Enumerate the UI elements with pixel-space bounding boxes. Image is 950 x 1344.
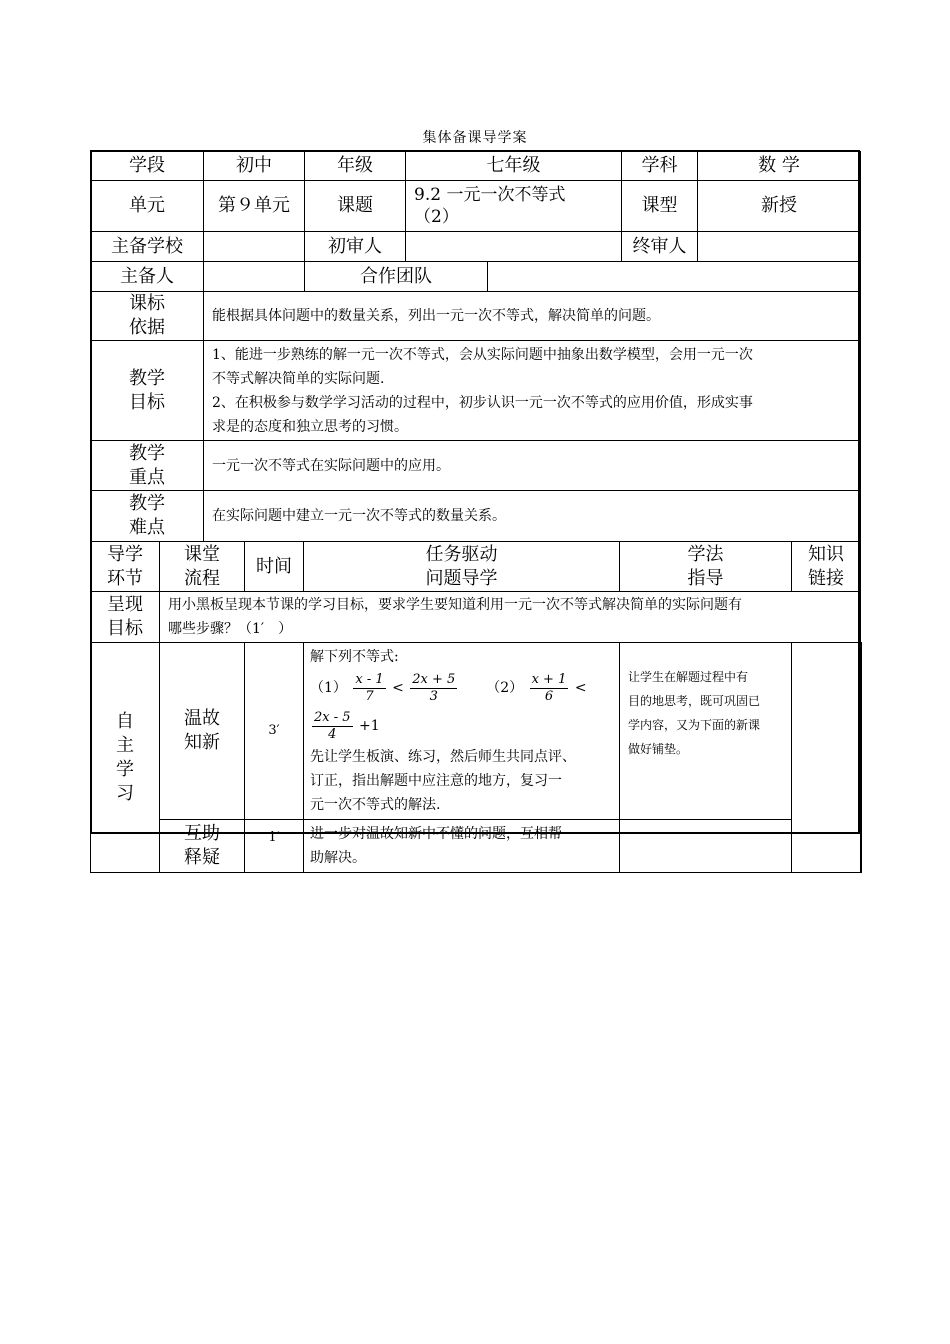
zhubeiren-value [204,262,305,292]
nandian-label-2: 难点 [129,517,165,538]
wengu-line-3: 元一次不等式的解法. [310,797,441,813]
mubiao-label-1: 教学 [129,367,165,389]
wengu-guide-line-3: 学内容，又为下面的新课 [628,718,761,732]
keti-value [406,181,622,232]
huzhu-guide [620,820,792,873]
ineq2-right-den: 4 [328,726,337,742]
huzhu-line-2: 助解决。 [310,850,366,866]
mubiao-label-2: 目标 [129,391,165,413]
ineq2-left-num: x + 1 [531,671,567,687]
header-col2-line1: 课堂 [184,543,220,565]
kebiao-text: 能根据具体问题中的数量关系，列出一元一次不等式，解决简单的问题。 [204,292,861,341]
zhubei-xuexiao-label: 主备学校 [91,232,204,262]
chushen-value [406,232,622,262]
zhongdian-text: 一元一次不等式在实际问题中的应用。 [204,441,861,491]
ineq1-left-num: x - 1 [355,671,384,687]
header-col6-line2: 链接 [808,567,844,589]
header-xuefa-zhidao [620,542,792,592]
huzhu-label-1: 互助 [184,823,220,844]
xueduan-label: 学段 [91,152,204,181]
chengxian-text [160,592,861,643]
xueke-value: 数 学 [698,152,861,181]
wengu-line-2: 订正，指出解题中应注意的地方，复习一 [310,773,562,789]
header-col6-line1: 知识 [808,543,844,565]
chengxian-line-2: 哪些步骤？（1′ ） [168,621,293,637]
hezuo-value [488,262,861,292]
zhongshen-value [698,232,861,262]
kebiao-label [91,292,204,341]
process-table [90,541,862,873]
huzhu-task [304,820,620,873]
zizhu-label-3: 学 [116,758,134,780]
mubiao-text [204,341,861,441]
inequalities-row [310,669,613,745]
header-col5-line1: 学法 [687,543,724,565]
header-col5-line2: 指导 [687,567,724,589]
wengu-guide-line-2: 目的地思考，既可巩固已 [628,694,761,708]
mubiao-line-2: 不等式解决简单的实际问题. [212,370,385,387]
wengu-label-2: 知新 [184,732,220,753]
ineq1-right-fraction [410,672,457,705]
mubiao-line-1: 1、能进一步熟练的解一元一次不等式，会从实际问题中抽象出数学模型，会用一元一次 [212,346,753,363]
keti-line-2: （2） [414,207,459,227]
chengxian-label-2: 目标 [107,618,143,639]
kebiao-label-1: 课标 [129,293,165,314]
huzhu-line-1: 进一步对温故知新中不懂的问题，互相帮 [310,826,562,842]
kexing-value: 新授 [698,181,861,232]
header-col1-line1: 导学 [107,543,143,565]
ineq2-right-num: 2x - 5 [314,709,351,725]
ineq1-op: < [392,680,404,696]
ineq2-tail: +1 [358,718,380,734]
hezuo-label: 合作团队 [305,262,488,292]
header-ketang-liucheng [160,542,245,592]
chushen-label: 初审人 [305,232,406,262]
huzhu-label-2: 释疑 [184,847,220,868]
wengu-intro: 解下列不等式: [310,649,399,665]
header-zhishi-lianjie [792,542,861,592]
nianji-value: 七年级 [406,152,622,181]
mubiao-line-4: 求是的态度和独立思考的习惯。 [212,418,408,435]
header-col1-line2: 环节 [107,567,143,589]
zhubeiren-label: 主备人 [91,262,204,292]
info-table [90,151,861,292]
xueduan-value: 初中 [204,152,305,181]
wengu-label [160,643,245,820]
ineq1-left-den: 7 [365,688,374,704]
keti-label: 课题 [305,181,406,232]
wengu-task [304,643,620,820]
ineq2-prefix: （2） [486,680,524,696]
ineq1-right-num: 2x + 5 [412,671,456,687]
xueke-label: 学科 [622,152,698,181]
zhongdian-label-1: 教学 [129,442,165,464]
objectives-table [90,291,861,542]
chengxian-label [91,592,160,643]
wengu-line-1: 先让学生板演、练习，然后师生共同点评、 [310,749,576,765]
header-col4-line1: 任务驱动 [425,543,498,565]
huzhu-label [160,820,245,873]
ineq2-right-fraction [312,710,353,743]
zizhu-label [91,643,160,873]
header-col4-line2: 问题导学 [425,567,498,589]
nandian-text: 在实际问题中建立一元一次不等式的数量关系。 [204,491,861,542]
mubiao-line-3: 2、在积极参与数学学习活动的过程中，初步认识一元一次不等式的应用价值，形成实事 [212,394,753,411]
ineq1-right-den: 3 [429,688,438,704]
huzhu-time: 1′ [245,820,304,873]
keti-line-1: 9.2 一元一次不等式 [414,185,566,205]
chengxian-line-1: 用小黑板呈现本节课的学习目标，要求学生要知道利用一元一次不等式解决简单的实际问题有 [168,597,742,613]
header-shijian: 时间 [245,542,304,592]
danyuan-value: 第９单元 [204,181,305,232]
zhongdian-label [91,441,204,491]
ineq1-left-fraction [353,672,385,705]
chengxian-label-1: 呈现 [107,594,143,615]
zhubei-xuexiao-value [204,232,305,262]
wengu-guide-line-4: 做好铺垫。 [628,742,689,756]
document-title: 集体备课导学案 [422,130,528,146]
nandian-label [91,491,204,542]
zhongdian-label-2: 重点 [129,466,165,488]
kebiao-label-2: 依据 [129,317,165,338]
zhishi-lianjie-cell [792,643,861,873]
wengu-guide-line-1: 让学生在解题过程中有 [628,670,749,684]
nandian-label-1: 教学 [129,493,165,514]
zizhu-label-1: 自 [116,710,134,732]
danyuan-label: 单元 [91,181,204,232]
kexing-label: 课型 [622,181,698,232]
header-renwu-qudong [304,542,620,592]
ineq2-op: < [574,680,587,696]
mubiao-label [91,341,204,441]
wengu-time: 3′ [245,643,304,820]
wengu-label-1: 温故 [184,708,220,729]
zizhu-label-4: 习 [116,782,134,804]
ineq1-prefix: （1） [310,680,347,696]
nianji-label: 年级 [305,152,406,181]
header-daoxue-huanjie [91,542,160,592]
zhongshen-label: 终审人 [622,232,698,262]
zizhu-label-2: 主 [116,734,134,756]
ineq2-left-den: 6 [544,688,554,704]
header-col2-line2: 流程 [184,567,220,589]
ineq2-left-fraction [530,672,569,705]
wengu-guide [620,643,792,820]
